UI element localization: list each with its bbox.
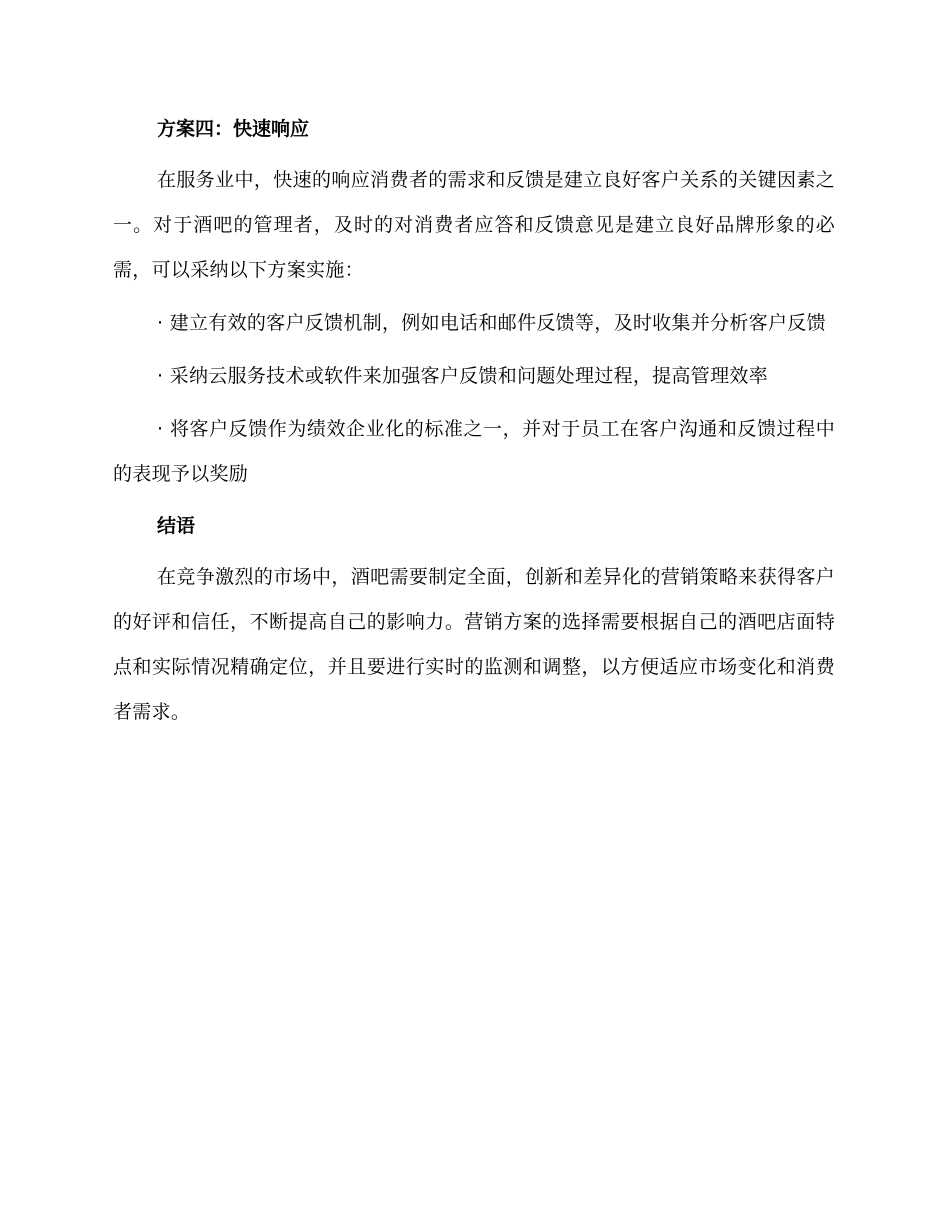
conclusion-heading: 结语 [157,515,196,537]
section4-intro-paragraph: 在服务业中，快速的响应消费者的需求和反馈是建立良好客户关系的关键因素之一。对于酒吧的管理者，及时的对消费者应答和反馈意见是建立良好品牌形象的必需，可以采纳以下方案实施： [113,169,835,281]
document-body [113,108,835,743]
bullet-item-3: · 将客户反馈作为绩效企业化的标准之一，并对于员工在客户沟通和反馈过程中的表现予以奖励 [113,418,835,485]
bullet-item-1: · 建立有效的客户反馈机制，例如电话和邮件反馈等，及时收集并分析客户反馈 [157,312,826,334]
bullet-item-2: · 采纳云服务技术或软件来加强客户反馈和问题处理过程，提高管理效率 [157,365,768,387]
section4-heading: 方案四：快速响应 [157,118,310,140]
conclusion-paragraph: 在竞争激烈的市场中，酒吧需要制定全面，创新和差异化的营销策略来获得客户的好评和信任，不断提高自己的影响力。营销方案的选择需要根据自己的酒吧店面特点和实际情况精确定位，并且要进行实时的监测和调整，以方便适应市场变化和消费者需求。 [113,566,835,723]
